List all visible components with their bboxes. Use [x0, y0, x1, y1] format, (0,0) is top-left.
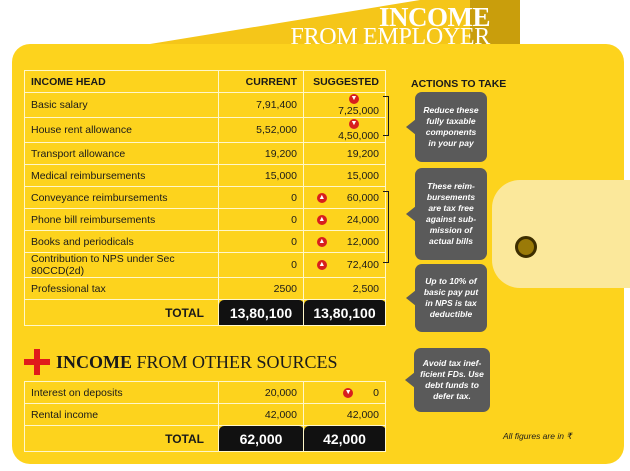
row-label: Books and periodicals [25, 231, 219, 253]
footnote: All figures are in ₹ [503, 431, 572, 441]
row-suggested: 0 [373, 386, 379, 399]
row-current: 15,000 [219, 165, 304, 187]
action-note-2: These reim-bursements are tax free against sub-mission of actual bills [415, 168, 487, 260]
total-current: 62,000 [219, 426, 304, 452]
action-note-1: Reduce these fully taxable components in your pay [415, 92, 487, 162]
clasp-button-icon [515, 236, 537, 258]
row-current: 0 [219, 253, 304, 278]
table-row [25, 278, 386, 300]
action-note-4: Avoid tax inef-ficient FDs. Use debt funds to defer tax. [414, 348, 490, 412]
row-suggested: 72,400 [346, 259, 379, 271]
row-current: 5,52,000 [219, 118, 304, 143]
row-label: Interest on deposits [25, 382, 219, 404]
wallet-clasp [492, 180, 630, 288]
row-current: 0 [219, 231, 304, 253]
col-income-head: INCOME HEAD [25, 71, 219, 93]
row-label: Professional tax [25, 278, 219, 300]
action-note-3: Up to 10% of basic pay put in NPS is tax deductible [415, 264, 487, 332]
row-label: Phone bill reimbursements [25, 209, 219, 231]
total-suggested: 42,000 [304, 426, 386, 452]
page-subtitle: FROM EMPLOYER [290, 24, 490, 50]
row-current: 0 [219, 209, 304, 231]
employer-income-table [24, 70, 386, 326]
actions-heading: ACTIONS TO TAKE [411, 78, 507, 90]
row-label: Basic salary [25, 93, 219, 118]
row-suggested: 19,200 [304, 143, 386, 165]
col-current: CURRENT [219, 71, 304, 93]
table-row [25, 231, 386, 253]
other-income-table [24, 381, 386, 452]
table-row [25, 165, 386, 187]
arrow-up-icon: ▲ [318, 193, 326, 201]
row-label: Contribution to NPS under Sec 80CCD(2d) [25, 253, 219, 278]
row-current: 0 [219, 187, 304, 209]
total-label: TOTAL [25, 426, 219, 452]
bracket-1 [383, 96, 389, 136]
bracket-2 [383, 191, 389, 263]
row-current: 2500 [219, 278, 304, 300]
table-row [25, 382, 386, 404]
arrow-down-icon: ▼ [344, 388, 352, 396]
total-label: TOTAL [25, 300, 219, 326]
row-suggested: 4,50,000 [338, 130, 379, 142]
row-label: Conveyance reimbursements [25, 187, 219, 209]
row-label: Rental income [25, 404, 219, 426]
table-row [25, 93, 386, 118]
page-title: INCOME [379, 2, 490, 32]
table-row [25, 187, 386, 209]
other-sources-title: INCOME FROM OTHER SOURCES [56, 352, 338, 372]
arrow-up-icon: ▲ [318, 261, 326, 269]
total-current: 13,80,100 [219, 300, 304, 326]
table-row [25, 118, 386, 143]
row-suggested: 7,25,000 [338, 105, 379, 117]
row-suggested: 42,000 [304, 404, 386, 426]
total-suggested: 13,80,100 [304, 300, 386, 326]
arrow-down-icon: ▼ [350, 120, 358, 128]
row-suggested: 24,000 [346, 213, 379, 226]
table-row [25, 253, 386, 278]
row-suggested: 12,000 [346, 235, 379, 248]
arrow-down-icon: ▼ [350, 95, 358, 103]
table-header-row [25, 71, 386, 93]
arrow-up-icon: ▲ [318, 215, 326, 223]
row-current: 42,000 [219, 404, 304, 426]
col-suggested: SUGGESTED [304, 71, 386, 93]
row-current: 19,200 [219, 143, 304, 165]
row-suggested: 15,000 [304, 165, 386, 187]
total-row [25, 426, 386, 452]
row-suggested: 2,500 [304, 278, 386, 300]
row-label: House rent allowance [25, 118, 219, 143]
row-label: Transport allowance [25, 143, 219, 165]
row-current: 7,91,400 [219, 93, 304, 118]
row-current: 20,000 [219, 382, 304, 404]
row-suggested: 60,000 [346, 191, 379, 204]
table-row [25, 209, 386, 231]
total-row [25, 300, 386, 326]
table-row [25, 143, 386, 165]
arrow-up-icon: ▲ [318, 237, 326, 245]
plus-icon [24, 349, 50, 375]
table-row [25, 404, 386, 426]
row-label: Medical reimbursements [25, 165, 219, 187]
